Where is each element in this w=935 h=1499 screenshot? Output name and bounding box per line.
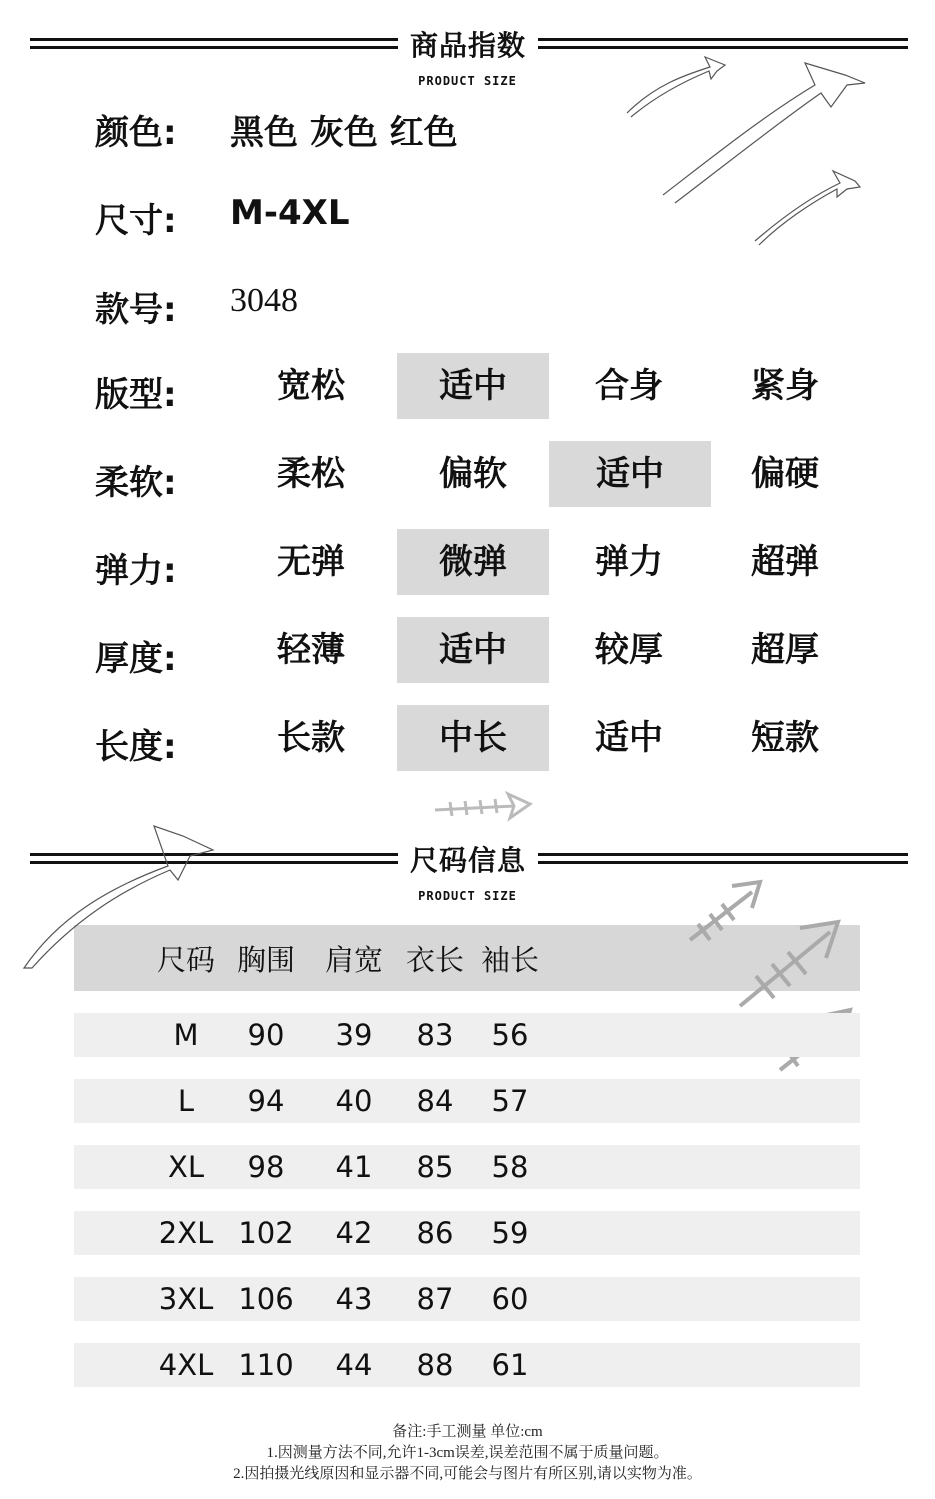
color-label: 颜色: xyxy=(95,113,177,153)
cell-length: 83 xyxy=(416,1018,454,1052)
attribute-option-selected: 适中 xyxy=(397,617,549,683)
attribute-option: 宽松 xyxy=(277,366,345,406)
cell-size: L xyxy=(177,1084,195,1118)
note-line: 2.因拍摄光线原因和显示器不同,可能会与图片有所区别,请以实物为准。 xyxy=(233,1466,702,1482)
cell-size: 3XL xyxy=(158,1282,214,1316)
cell-shoulder: 39 xyxy=(335,1018,373,1052)
decorative-arrow-icon xyxy=(430,788,540,828)
attribute-label: 弹力: xyxy=(95,551,177,591)
style-number-label: 款号: xyxy=(95,290,177,330)
section-subtitle: PRODUCT SIZE xyxy=(418,889,517,903)
cell-chest: 90 xyxy=(247,1018,285,1052)
table-row xyxy=(74,1079,860,1123)
attribute-option: 短款 xyxy=(751,718,819,758)
header-shoulder: 肩宽 xyxy=(324,942,383,977)
decorative-arrow-icon xyxy=(18,818,228,978)
cell-size: 2XL xyxy=(158,1216,214,1250)
cell-chest: 102 xyxy=(238,1216,294,1250)
cell-length: 88 xyxy=(416,1348,454,1382)
header-chest: 胸围 xyxy=(236,942,295,977)
cell-shoulder: 42 xyxy=(335,1216,373,1250)
table-row xyxy=(74,1013,860,1057)
color-value: 黑色 灰色 红色 xyxy=(230,113,458,153)
table-row xyxy=(74,1277,860,1321)
decorative-arrows-icon xyxy=(615,45,875,250)
header-length: 衣长 xyxy=(405,942,464,977)
attribute-row-length xyxy=(95,705,895,771)
attribute-option: 轻薄 xyxy=(277,630,345,670)
attribute-option: 无弹 xyxy=(277,542,345,582)
attribute-option: 长款 xyxy=(277,718,345,758)
attribute-option: 柔松 xyxy=(277,454,345,494)
note-line: 1.因测量方法不同,允许1-3cm误差,误差范围不属于质量问题。 xyxy=(266,1445,669,1461)
cell-length: 84 xyxy=(416,1084,454,1118)
attribute-label: 版型: xyxy=(95,375,177,415)
cell-sleeve: 60 xyxy=(491,1282,529,1316)
cell-sleeve: 58 xyxy=(491,1150,529,1184)
cell-size: M xyxy=(173,1018,199,1052)
cell-shoulder: 44 xyxy=(335,1348,373,1382)
cell-sleeve: 59 xyxy=(491,1216,529,1250)
section-title: 商品指数 xyxy=(409,29,526,62)
attribute-row-thickness xyxy=(95,617,895,683)
attribute-row-softness xyxy=(95,441,895,507)
section-subtitle: PRODUCT SIZE xyxy=(418,74,517,88)
style-number-value: 3048 xyxy=(230,282,298,319)
cell-sleeve: 61 xyxy=(491,1348,529,1382)
attribute-option-selected: 微弹 xyxy=(397,529,549,595)
attribute-option: 合身 xyxy=(595,366,663,406)
attribute-label: 长度: xyxy=(95,727,177,767)
cell-sleeve: 56 xyxy=(491,1018,529,1052)
attribute-option: 超厚 xyxy=(751,630,819,670)
cell-size: XL xyxy=(167,1150,205,1184)
cell-shoulder: 40 xyxy=(335,1084,373,1118)
attribute-option: 适中 xyxy=(595,718,663,758)
size-label: 尺寸: xyxy=(95,201,177,241)
header-rule-right xyxy=(538,853,908,865)
cell-chest: 110 xyxy=(238,1348,294,1382)
attribute-option-selected: 中长 xyxy=(397,705,549,771)
measurement-notes xyxy=(0,1422,935,1485)
table-row xyxy=(74,1145,860,1189)
attribute-option: 较厚 xyxy=(595,630,663,670)
section-title: 尺码信息 xyxy=(409,844,526,877)
note-line: 备注:手工测量 单位:cm xyxy=(392,1424,543,1440)
header-rule-left xyxy=(30,38,398,50)
attribute-option: 偏硬 xyxy=(751,454,819,494)
size-value: M-4XL xyxy=(230,193,350,233)
attribute-option-selected: 适中 xyxy=(549,441,711,507)
header-sleeve: 袖长 xyxy=(480,942,539,977)
attribute-label: 柔软: xyxy=(95,463,177,503)
attribute-option: 偏软 xyxy=(439,454,507,494)
attribute-row-fit xyxy=(95,353,895,419)
attribute-option: 弹力 xyxy=(595,542,663,582)
cell-sleeve: 57 xyxy=(491,1084,529,1118)
header-size: 尺码 xyxy=(156,942,215,977)
attribute-row-elasticity xyxy=(95,529,895,595)
cell-shoulder: 41 xyxy=(335,1150,373,1184)
cell-length: 87 xyxy=(416,1282,454,1316)
cell-length: 86 xyxy=(416,1216,454,1250)
attribute-option-selected: 适中 xyxy=(397,353,549,419)
cell-chest: 94 xyxy=(247,1084,285,1118)
cell-chest: 106 xyxy=(238,1282,294,1316)
cell-shoulder: 43 xyxy=(335,1282,373,1316)
cell-size: 4XL xyxy=(158,1348,214,1382)
table-row xyxy=(74,1211,860,1255)
attribute-option: 超弹 xyxy=(751,542,819,582)
cell-length: 85 xyxy=(416,1150,454,1184)
attribute-label: 厚度: xyxy=(95,639,177,679)
attribute-option: 紧身 xyxy=(751,366,819,406)
table-row xyxy=(74,1343,860,1387)
cell-chest: 98 xyxy=(247,1150,285,1184)
